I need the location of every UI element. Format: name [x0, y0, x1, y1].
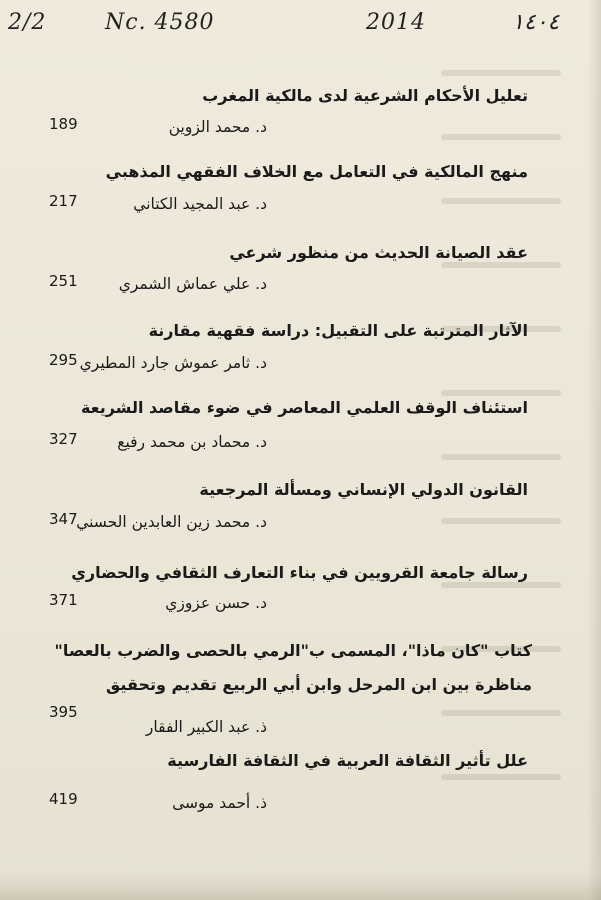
page-edge-shadow — [587, 0, 601, 900]
handwritten-ref: 2/2 — [8, 10, 47, 35]
entry-title: استئناف الوقف العلمي المعاصر في ضوء مقاصد الشريعة — [80, 398, 528, 417]
entry-page-number: 347 — [49, 510, 78, 528]
handwritten-year: 2014 — [366, 10, 426, 35]
handwritten-class-code: ١٤٠٤ — [512, 10, 560, 35]
entry-subtitle: مناظرة بين ابن المرحل وابن أبي الربيع تقديم وتحقيق — [106, 675, 532, 694]
entry-title: القانون الدولي الإنساني ومسألة المرجعية — [199, 480, 528, 499]
entry-author: د. عبد المجيد الكتاني — [133, 195, 267, 213]
entry-title: كتاب "كان ماذا"، المسمى ب"الرمي بالحصى والضرب بالعصا" — [54, 641, 532, 660]
entry-author: د. حسن عزوزي — [165, 594, 267, 612]
entry-author: ذ. أحمد موسى — [172, 794, 267, 812]
entry-page-number: 371 — [49, 591, 78, 609]
entry-title: منهج المالكية في التعامل مع الخلاف الفقهي المذهبي — [105, 162, 528, 181]
entry-author: د. علي عماش الشمري — [118, 275, 267, 293]
entry-author: ذ. عبد الكبير الفقار — [145, 718, 267, 736]
page-bottom-shadow — [0, 874, 601, 900]
entry-page-number: 295 — [49, 351, 78, 369]
entry-author: د. محماد بن محمد رفيع — [117, 433, 267, 451]
entry-title: الآثار المترتبة على التقبيل: دراسة فقهية مقارنة — [148, 321, 528, 340]
entry-page-number: 251 — [49, 272, 78, 290]
entry-author: د. ثامر عموش جارد المطيري — [79, 354, 267, 372]
entry-author: د. محمد زين العابدين الحسني — [76, 513, 267, 531]
handwritten-number: Nc. 4580 — [105, 10, 215, 35]
entry-title: علل تأثير الثقافة العربية في الثقافة الفارسية — [167, 751, 528, 770]
entry-title: عقد الصيانة الحديث من منظور شرعي — [229, 243, 528, 262]
entry-title: رسالة جامعة القرويين في بناء التعارف الثقافي والحضاري — [71, 563, 528, 582]
entry-page-number: 217 — [49, 192, 78, 210]
entry-page-number: 327 — [49, 430, 78, 448]
entry-title: تعليل الأحكام الشرعية لدى مالكية المغرب — [202, 86, 528, 105]
entry-author: د. محمد الزوين — [168, 118, 267, 136]
entry-page-number: 395 — [49, 703, 78, 721]
entry-page-number: 419 — [49, 790, 78, 808]
entry-page-number: 189 — [49, 115, 78, 133]
